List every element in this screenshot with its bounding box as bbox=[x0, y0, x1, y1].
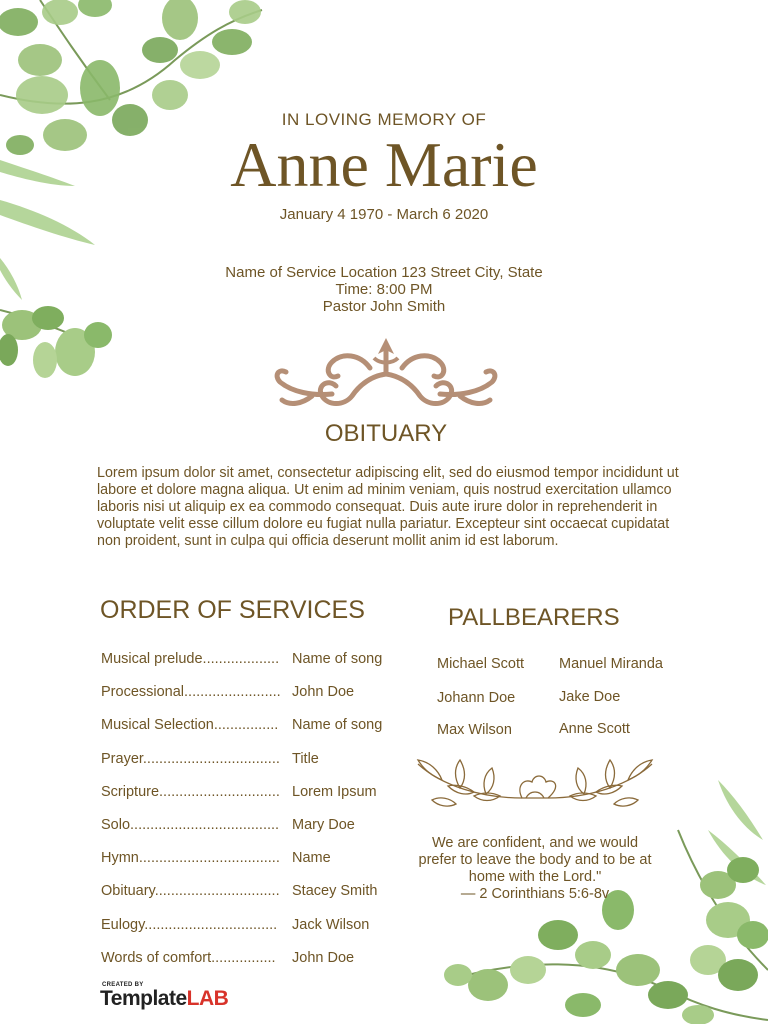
logo-wordmark bbox=[100, 987, 228, 1011]
life-dates: January 4 1970 - March 6 2020 bbox=[279, 206, 489, 223]
service-item bbox=[101, 947, 401, 980]
service-item-value: Jack Wilson bbox=[292, 916, 370, 933]
service-item-part: Musical Selection................ bbox=[101, 717, 279, 734]
ornamental-flourish-divider bbox=[272, 334, 500, 410]
service-item bbox=[101, 681, 401, 714]
service-item bbox=[101, 847, 401, 880]
service-item-part: Scripture.............................. bbox=[101, 783, 280, 800]
service-location: Name of Service Location 123 Street City, State bbox=[225, 264, 543, 281]
service-item-value: John Doe bbox=[292, 684, 355, 701]
service-item bbox=[101, 880, 401, 913]
service-item-value: Stacey Smith bbox=[292, 883, 378, 900]
service-item-value: Name of song bbox=[292, 717, 383, 734]
service-item-part: Solo..................................... bbox=[101, 816, 280, 833]
verse-line: home with the Lord." bbox=[468, 869, 602, 885]
verse-line: prefer to leave the body and to be at bbox=[418, 852, 652, 868]
pallbearers-title: PALLBEARERS bbox=[448, 604, 620, 631]
obituary-title: OBITUARY bbox=[324, 420, 448, 447]
pallbearer-name: Anne Scott bbox=[559, 721, 630, 737]
pallbearer-name: Jake Doe bbox=[559, 689, 621, 705]
in-loving-memory-heading: IN LOVING MEMORY OF bbox=[281, 110, 487, 129]
service-item-value: Mary Doe bbox=[292, 816, 355, 833]
service-item-value: Name of song bbox=[292, 651, 383, 667]
service-item-part: Musical prelude................... bbox=[101, 651, 280, 667]
service-item bbox=[101, 748, 401, 781]
pallbearer-name: Michael Scott bbox=[437, 656, 525, 672]
service-item-part: Processional........................ bbox=[101, 684, 281, 701]
service-item bbox=[101, 648, 401, 681]
service-item-value: Name bbox=[292, 850, 331, 867]
service-pastor: Pastor John Smith bbox=[322, 298, 446, 315]
service-item-part: Hymn................................... bbox=[101, 850, 280, 867]
service-item bbox=[101, 714, 401, 747]
service-item bbox=[101, 814, 401, 847]
service-item-part: Obituary............................... bbox=[101, 883, 280, 900]
logo-brand-main: Template bbox=[100, 987, 187, 1010]
order-of-services-title: ORDER OF SERVICES bbox=[100, 596, 365, 624]
service-item-part: Words of comfort................ bbox=[101, 949, 276, 966]
pallbearer-name: Manuel Miranda bbox=[559, 656, 663, 672]
deceased-name: Anne Marie bbox=[230, 129, 538, 200]
laurel-branch-divider bbox=[412, 756, 658, 820]
order-of-services-list bbox=[101, 648, 401, 980]
pallbearer-name: Johann Doe bbox=[437, 690, 516, 706]
service-item-part: Prayer.................................. bbox=[101, 750, 280, 767]
service-item-part: Eulogy................................. bbox=[101, 916, 278, 933]
service-item-value: John Doe bbox=[292, 949, 355, 966]
service-item bbox=[101, 914, 401, 947]
logo-brand-accent: LAB bbox=[186, 987, 229, 1010]
verse-reference: — 2 Corinthians 5:6-8v bbox=[460, 886, 610, 902]
templatelab-logo bbox=[100, 982, 260, 1012]
scripture-verse bbox=[400, 835, 670, 903]
verse-line: We are confident, and we would bbox=[431, 835, 639, 851]
obituary-text: Lorem ipsum dolor sit amet, consectetur adipiscing elit, sed do eiusmod tempor incididunt ut labore et dolore magna aliqua. Ut enim ad minim veniam, quis nostrud exercitation ullamco laboris nisi ut aliquip ex ea commodo consequat. Duis aute irure dolor in reprehenderit in voluptate velit esse cillum dolore eu fugiat nulla pariatur. Excepteur sint occaecat cupidatat non proident, sunt in culpa qui officia deserunt mollit anim id est laborum. bbox=[97, 465, 679, 549]
logo-created-by: CREATED BY bbox=[102, 982, 144, 988]
service-item-value: Lorem Ipsum bbox=[292, 783, 377, 800]
service-item bbox=[101, 781, 401, 814]
service-details bbox=[0, 264, 768, 315]
service-time: Time: 8:00 PM bbox=[335, 281, 433, 298]
service-item-value: Title bbox=[292, 750, 319, 767]
pallbearer-name: Max Wilson bbox=[437, 722, 512, 738]
